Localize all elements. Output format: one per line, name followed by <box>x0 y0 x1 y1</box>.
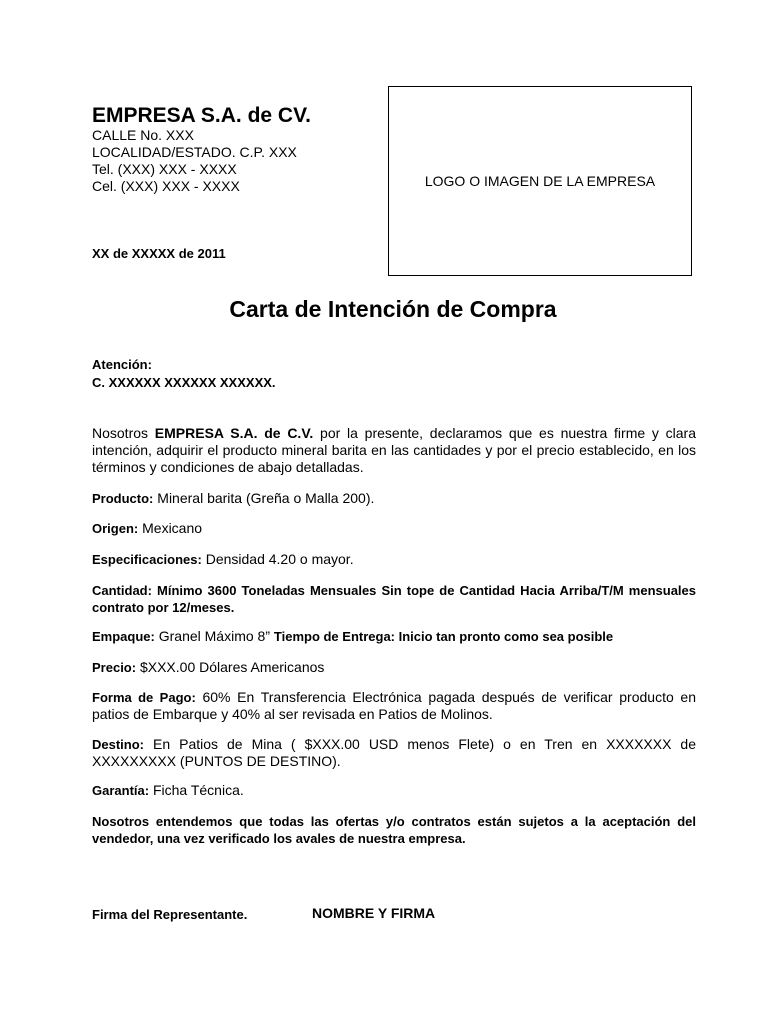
empaque-label: Empaque: <box>92 629 155 644</box>
field-especificaciones <box>92 551 696 568</box>
field-forma-pago <box>92 689 696 723</box>
producto-value: Mineral barita (Greña o Malla 200). <box>153 490 375 506</box>
field-precio <box>92 659 696 676</box>
garantia-value: Ficha Técnica. <box>149 782 244 798</box>
especificaciones-label: Especificaciones: <box>92 552 202 567</box>
letter-date: XX de XXXXX de 2011 <box>92 246 226 261</box>
field-origen <box>92 520 696 537</box>
letter-title: Carta de Intención de Compra <box>229 296 557 322</box>
pago-label: Forma de Pago: <box>92 690 196 705</box>
intro-paragraph <box>92 425 696 476</box>
logo-placeholder-text: LOGO O IMAGEN DE LA EMPRESA <box>424 173 656 189</box>
field-producto <box>92 490 696 507</box>
origen-value: Mexicano <box>138 520 203 536</box>
field-garantia <box>92 782 696 799</box>
attention-label: Atención: <box>92 357 152 372</box>
closing-note: Nosotros entendemos que todas las ofertas y/o contratos están sujetos a la aceptación del vendedor, una vez verificado los avales de nuestra empresa. <box>92 814 696 846</box>
garantia-label: Garantía: <box>92 783 150 798</box>
destino-label: Destino: <box>92 737 144 752</box>
company-name: EMPRESA S.A. de CV. <box>92 104 312 127</box>
field-destino <box>92 736 696 770</box>
field-empaque <box>92 628 696 645</box>
attention-name: C. XXXXXX XXXXXX XXXXXX. <box>92 375 276 390</box>
company-cell: Cel. (XXX) XXX - XXXX <box>92 178 240 194</box>
precio-value: $XXX.00 Dólares Americanos <box>136 659 325 675</box>
signature-label: Firma del Representante. <box>92 907 248 922</box>
pago-value: 60% En Transferencia Electrónica pagada después de verificar producto en patios de Embarque y 40% al ser revisada en Patios de Molinos. <box>92 689 696 722</box>
logo-placeholder-box <box>388 86 692 276</box>
company-phone: Tel. (XXX) XXX - XXXX <box>92 161 237 177</box>
empaque-value: Granel Máximo 8” <box>154 628 274 644</box>
entrega-text: Tiempo de Entrega: Inicio tan pronto como sea posible <box>273 629 614 644</box>
intro-before: Nosotros <box>92 425 155 441</box>
especificaciones-value: Densidad 4.20 o mayor. <box>201 551 354 567</box>
origen-label: Origen: <box>92 521 139 536</box>
intro-company: EMPRESA S.A. de C.V. <box>154 425 314 441</box>
producto-label: Producto: <box>92 491 154 506</box>
destino-value: En Patios de Mina ( $XXX.00 USD menos Flete) o en Tren en XXXXXXX de XXXXXXXXX (PUNTOS DE DESTINO). <box>92 736 696 769</box>
company-locality: LOCALIDAD/ESTADO. C.P. XXX <box>92 144 297 160</box>
intro-after: por la presente, declaramos que es nuestra firme y clara intención, adquirir el producto mineral barita en las cantidades y por el precio establecido, en los términos y condiciones de abajo detalladas. <box>92 425 696 475</box>
field-cantidad: Cantidad: Mínimo 3600 Toneladas Mensuales Sin tope de Cantidad Hacia Arriba/T/M mensuales contrato por 12/meses. <box>92 583 696 615</box>
precio-label: Precio: <box>92 660 137 675</box>
company-street: CALLE No. XXX <box>92 127 194 143</box>
signature-name: NOMBRE Y FIRMA <box>312 905 436 921</box>
